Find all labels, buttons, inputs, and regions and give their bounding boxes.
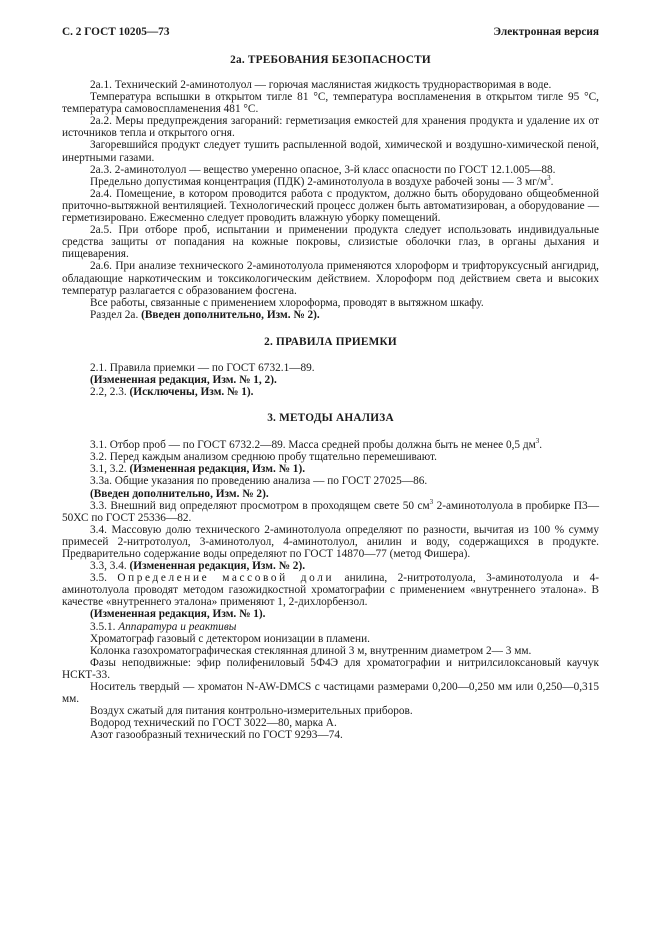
paragraph: Хроматограф газовый с детектором ионизации в пламени. <box>90 632 370 645</box>
paragraph: 2а.4. Помещение, в котором проводится работа с продуктом, должно быть оборудовано общеобменной приточно-вытяжной вентиляцией. Технологический процесс должен быть автоматизирован, а оборудование — герметизировано. Ежесменно следует проводить влажную уборку помещений. <box>62 187 599 225</box>
text: 2.2, 2.3. <box>90 386 130 399</box>
amendment-note: (Исключены, Изм. № 1). <box>129 386 254 399</box>
paragraph <box>62 497 599 524</box>
paragraph: 3.2. Перед каждым анализом среднюю пробу тщательно перемешивают. <box>90 451 437 464</box>
document-page <box>62 26 599 742</box>
paragraph: 2.1. Правила приемки — по ГОСТ 6732.1—89. <box>90 361 315 374</box>
amendment-note: (Измененная редакция, Изм. № 1). <box>90 608 266 621</box>
text: 3.5. <box>90 572 118 585</box>
section-title-acceptance: 2. ПРАВИЛА ПРИЕМКИ <box>264 335 397 348</box>
subsection-heading: Аппаратура и реактивы <box>118 620 237 633</box>
paragraph <box>62 608 599 620</box>
paragraph: Носитель твердый — хроматон N-AW-DMCS с частицами размерами 0,200—0,250 мм или 0,250—0,315 мм. <box>62 681 599 706</box>
text: 3.1. Отбор проб — по ГОСТ 6732.2—89. Масса средней пробы должна быть не менее 0,5 дм <box>90 439 536 452</box>
text: 3.3, 3.4. <box>90 560 130 573</box>
paragraph: Фазы неподвижные: эфир полифениловый 5Ф4Э для хроматографии и нитрилсилоксановый каучук НСКТ-33. <box>62 656 599 681</box>
paragraph <box>62 439 599 451</box>
paragraph <box>62 309 599 321</box>
superscript: 3 <box>535 437 540 446</box>
text: 2-аминотолуола в пробирке П3—50ХС по ГОСТ 25336—82. <box>62 499 599 524</box>
paragraph <box>62 173 599 188</box>
paragraph <box>62 463 599 475</box>
paragraph: 2а.2. Меры предупреждения загораний: герметизация емкостей для хранения продукта и удаление их от источников тепла и открытого огня. <box>62 115 599 140</box>
paragraph <box>62 374 599 386</box>
text: . <box>539 439 543 452</box>
text: 3.5.1. <box>90 620 119 633</box>
section-safety-body <box>62 79 599 321</box>
superscript: 3 <box>547 173 551 182</box>
paragraph: 3.4. Массовую долю технического 2-аминотолуола определяют по разности, вычитая из 100 % сумму примесей 2-нитротолуол, 3-аминотолуол, 4-аминотолуол, анилин и воду, содержащихся в продукте. Предварительно содержание воды определяют по ГОСТ 14870—77 (метод Фишера). <box>62 523 599 560</box>
paragraph: Азот газообразный технический по ГОСТ 9293—74. <box>90 729 343 742</box>
text: . <box>550 175 554 188</box>
paragraph: Воздух сжатый для питания контрольно-измерительных приборов. <box>90 705 413 718</box>
amendment-note: (Измененная редакция, Изм. № 1, 2). <box>90 373 277 386</box>
paragraph: 2а.6. При анализе технического 2-аминотолуола применяются хлороформ и трифторуксусный ангидрид, обладающие наркотическим и токсикологическим действием. Хлороформ под действием света и высоких температур разлагается с образованием фосгена. <box>62 260 599 297</box>
paragraph: Водород технический по ГОСТ 3022—80, марка А. <box>90 717 337 730</box>
page-number-standard: С. 2 ГОСТ 10205—73 <box>62 26 170 38</box>
superscript: 3 <box>429 497 434 506</box>
paragraph <box>62 621 599 633</box>
page-header <box>62 26 599 40</box>
section-title-safety: 2а. ТРЕБОВАНИЯ БЕЗОПАСНОСТИ <box>230 54 431 66</box>
text: Предельно допустимая концентрация (ПДК) 2-аминотолуола в воздухе рабочей зоны — 3 мг/м <box>90 175 548 188</box>
paragraph: 2а.1. Технический 2-аминотолуол — горючая маслянистая жидкость труднорастворимая в воде. <box>90 79 552 91</box>
paragraph <box>62 386 599 398</box>
spaced-term: Определение массовой доли <box>117 572 335 585</box>
paragraph: Температура вспышки в открытом тигле 81 °С, температура воспламенения в открытом тигле 95 °С, температура самовоспламенения 481 °С. <box>62 91 599 116</box>
paragraph <box>62 572 599 608</box>
amendment-note: (Измененная редакция, Изм. № 2). <box>129 560 306 573</box>
paragraph: Колонка газохроматографическая стеклянная длиной 3 м, внутренним диаметром 2— 3 мм. <box>90 644 532 657</box>
section-analysis-body <box>62 439 599 741</box>
section-title-analysis: 3. МЕТОДЫ АНАЛИЗА <box>267 412 394 425</box>
amendment-note: (Введен дополнительно, Изм. № 2). <box>141 308 320 321</box>
amendment-note: (Введен дополнительно, Изм. № 2). <box>90 487 269 500</box>
paragraph: Все работы, связанные с применением хлороформа, проводят в вытяжном шкафу. <box>90 296 484 309</box>
edition-label: Электронная версия <box>493 26 599 38</box>
section-acceptance-body <box>62 362 599 398</box>
paragraph <box>62 560 599 572</box>
paragraph: Загоревшийся продукт следует тушить распыленной водой, химической и воздушно-химической пеной, инертными газами. <box>62 139 599 164</box>
text: 3.3. Внешний вид определяют просмотром в проходящем свете 50 см <box>90 499 430 512</box>
amendment-note: (Измененная редакция, Изм. № 1). <box>129 463 306 476</box>
paragraph: 2а.5. При отборе проб, испытании и применении продукта следует использовать индивидуальные средства защиты от попадания на кожные покровы, слизистые оболочки глаз, в органы дыхания и пищеварения. <box>62 224 599 261</box>
text: анилина, 2-нитротолуола, 3-аминотолуола и 4-аминотолуола проводят методом газожидкостной хроматографии с применением «внутреннего эталона». В качестве «внутреннего эталона» применяют 1, 2-дихлорбензол. <box>62 572 599 609</box>
paragraph: 3.3а. Общие указания по проведению анализа — по ГОСТ 27025—86. <box>90 475 428 488</box>
text: Раздел 2а. <box>90 308 142 321</box>
text: 3.1, 3.2. <box>90 463 130 476</box>
paragraph: 2а.3. 2-аминотолуол — вещество умеренно опасное, 3-й класс опасности по ГОСТ 12.1.005—88. <box>90 163 556 176</box>
paragraph <box>62 488 599 500</box>
